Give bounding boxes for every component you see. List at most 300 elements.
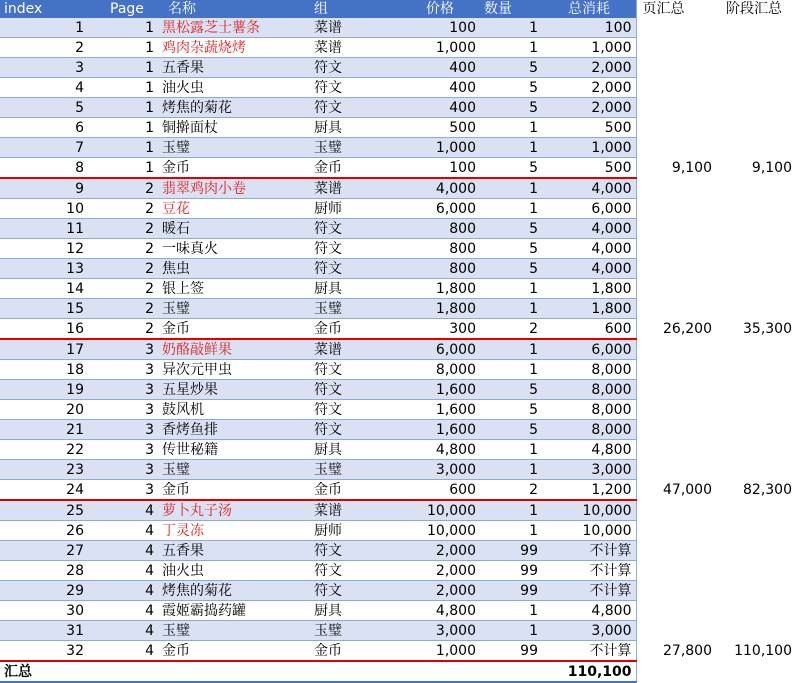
page-cell[interactable]: 1 [88,118,158,138]
page-total-cell[interactable] [636,118,720,138]
price-cell[interactable]: 400 [392,58,480,78]
stage-total-cell[interactable] [720,400,800,420]
summary-label[interactable]: 汇总 [0,661,88,682]
page-total-cell[interactable]: 9,100 [636,158,720,179]
group-cell[interactable]: 符文 [310,380,392,400]
group-cell[interactable]: 玉璧 [310,460,392,480]
page-total-cell[interactable] [636,138,720,158]
page-cell[interactable]: 1 [88,78,158,98]
price-cell[interactable]: 6,000 [392,339,480,360]
stage-total-cell[interactable]: 9,100 [720,158,800,179]
page-total-cell[interactable] [636,259,720,279]
header-page-total[interactable]: 页汇总 [636,0,720,18]
page-total-cell[interactable] [636,460,720,480]
price-cell[interactable]: 2,000 [392,561,480,581]
stage-total-cell[interactable] [720,380,800,400]
price-cell[interactable]: 1,000 [392,138,480,158]
page-cell[interactable]: 4 [88,621,158,641]
page-total-cell[interactable] [636,601,720,621]
qty-cell[interactable]: 5 [480,380,542,400]
group-cell[interactable]: 符文 [310,78,392,98]
name-cell[interactable]: 鼓风机 [158,400,310,420]
header-price[interactable]: 价格 [392,0,480,18]
name-cell[interactable]: 金币 [158,319,310,340]
qty-cell[interactable]: 1 [480,360,542,380]
qty-cell[interactable]: 5 [480,420,542,440]
group-cell[interactable]: 符文 [310,541,392,561]
price-cell[interactable]: 1,600 [392,400,480,420]
header-group[interactable]: 组 [310,0,392,18]
stage-total-cell[interactable]: 82,300 [720,480,800,501]
group-cell[interactable]: 菜谱 [310,339,392,360]
qty-cell[interactable]: 5 [480,158,542,179]
index-cell[interactable]: 29 [0,581,88,601]
index-cell[interactable]: 21 [0,420,88,440]
page-cell[interactable]: 3 [88,480,158,501]
total-cell[interactable]: 1,000 [542,138,636,158]
name-cell[interactable]: 烤焦的菊花 [158,581,310,601]
total-cell[interactable]: 1,800 [542,299,636,319]
price-cell[interactable]: 10,000 [392,521,480,541]
name-cell[interactable]: 五香果 [158,58,310,78]
name-cell[interactable]: 玉璧 [158,299,310,319]
page-cell[interactable]: 2 [88,178,158,199]
stage-total-cell[interactable] [720,118,800,138]
stage-total-cell[interactable] [720,259,800,279]
index-cell[interactable]: 20 [0,400,88,420]
index-cell[interactable]: 19 [0,380,88,400]
stage-total-cell[interactable] [720,18,800,38]
stage-total-cell[interactable] [720,581,800,601]
total-cell[interactable]: 8,000 [542,420,636,440]
summary-empty-cell[interactable] [158,661,310,682]
name-cell[interactable]: 油火虫 [158,561,310,581]
index-cell[interactable]: 24 [0,480,88,501]
qty-cell[interactable]: 1 [480,38,542,58]
index-cell[interactable]: 14 [0,279,88,299]
stage-total-cell[interactable] [720,138,800,158]
group-cell[interactable]: 菜谱 [310,18,392,38]
summary-empty-cell[interactable] [480,661,542,682]
total-cell[interactable]: 8,000 [542,400,636,420]
total-cell[interactable]: 不计算 [542,541,636,561]
total-cell[interactable]: 3,000 [542,460,636,480]
qty-cell[interactable]: 1 [480,339,542,360]
index-cell[interactable]: 18 [0,360,88,380]
page-cell[interactable]: 2 [88,279,158,299]
page-cell[interactable]: 3 [88,460,158,480]
page-total-cell[interactable] [636,621,720,641]
stage-total-cell[interactable] [720,98,800,118]
total-cell[interactable]: 2,000 [542,78,636,98]
header-index[interactable]: index [0,0,88,18]
index-cell[interactable]: 15 [0,299,88,319]
stage-total-cell[interactable] [720,460,800,480]
price-cell[interactable]: 400 [392,98,480,118]
name-cell[interactable]: 五香果 [158,541,310,561]
stage-total-cell[interactable] [720,199,800,219]
index-cell[interactable]: 22 [0,440,88,460]
total-cell[interactable]: 4,000 [542,178,636,199]
stage-total-cell[interactable] [720,621,800,641]
stage-total-cell[interactable] [720,178,800,199]
group-cell[interactable]: 金币 [310,480,392,501]
stage-total-cell[interactable]: 35,300 [720,319,800,340]
qty-cell[interactable]: 1 [480,621,542,641]
price-cell[interactable]: 1,600 [392,380,480,400]
index-cell[interactable]: 1 [0,18,88,38]
total-cell[interactable]: 10,000 [542,521,636,541]
summary-empty-cell[interactable] [88,661,158,682]
name-cell[interactable]: 烤焦的菊花 [158,98,310,118]
stage-total-cell[interactable] [720,360,800,380]
total-cell[interactable]: 2,000 [542,98,636,118]
group-cell[interactable]: 符文 [310,219,392,239]
stage-total-cell[interactable] [720,78,800,98]
name-cell[interactable]: 金币 [158,641,310,662]
total-cell[interactable]: 6,000 [542,339,636,360]
page-total-cell[interactable] [636,581,720,601]
total-cell[interactable]: 不计算 [542,561,636,581]
group-cell[interactable]: 符文 [310,420,392,440]
page-cell[interactable]: 3 [88,440,158,460]
stage-total-cell[interactable] [720,541,800,561]
stage-total-cell[interactable] [720,219,800,239]
qty-cell[interactable]: 1 [480,118,542,138]
total-cell[interactable]: 500 [542,118,636,138]
page-total-cell[interactable] [636,18,720,38]
total-cell[interactable]: 8,000 [542,360,636,380]
group-cell[interactable]: 厨师 [310,199,392,219]
price-cell[interactable]: 800 [392,239,480,259]
page-cell[interactable]: 3 [88,360,158,380]
page-total-cell[interactable] [636,78,720,98]
qty-cell[interactable]: 1 [480,440,542,460]
summary-empty-cell[interactable] [392,661,480,682]
qty-cell[interactable]: 1 [480,199,542,219]
header-name[interactable]: 名称 [158,0,310,18]
page-cell[interactable]: 3 [88,400,158,420]
total-cell[interactable]: 4,000 [542,219,636,239]
name-cell[interactable]: 玉璧 [158,460,310,480]
page-cell[interactable]: 4 [88,561,158,581]
price-cell[interactable]: 2,000 [392,541,480,561]
total-cell[interactable]: 4,800 [542,440,636,460]
page-cell[interactable]: 3 [88,380,158,400]
name-cell[interactable]: 传世秘籍 [158,440,310,460]
summary-total[interactable]: 110,100 [542,661,636,682]
qty-cell[interactable]: 1 [480,279,542,299]
group-cell[interactable]: 厨具 [310,440,392,460]
qty-cell[interactable]: 2 [480,319,542,340]
page-total-cell[interactable] [636,299,720,319]
name-cell[interactable]: 鸡肉杂蔬烧烤 [158,38,310,58]
group-cell[interactable]: 符文 [310,98,392,118]
stage-total-cell[interactable]: 110,100 [720,641,800,662]
group-cell[interactable]: 金币 [310,641,392,662]
page-total-cell[interactable] [636,58,720,78]
index-cell[interactable]: 26 [0,521,88,541]
total-cell[interactable]: 4,800 [542,601,636,621]
name-cell[interactable]: 玉璧 [158,621,310,641]
price-cell[interactable]: 1,000 [392,641,480,662]
name-cell[interactable]: 银上签 [158,279,310,299]
qty-cell[interactable]: 1 [480,500,542,521]
name-cell[interactable]: 焦虫 [158,259,310,279]
qty-cell[interactable]: 1 [480,178,542,199]
page-total-cell[interactable] [636,178,720,199]
qty-cell[interactable]: 5 [480,400,542,420]
price-cell[interactable]: 800 [392,259,480,279]
price-cell[interactable]: 300 [392,319,480,340]
qty-cell[interactable]: 5 [480,58,542,78]
index-cell[interactable]: 4 [0,78,88,98]
page-total-cell[interactable] [636,561,720,581]
group-cell[interactable]: 符文 [310,561,392,581]
price-cell[interactable]: 400 [392,78,480,98]
header-page[interactable]: Page [88,0,158,18]
group-cell[interactable]: 符文 [310,400,392,420]
qty-cell[interactable]: 5 [480,78,542,98]
group-cell[interactable]: 玉璧 [310,299,392,319]
page-total-cell[interactable] [636,521,720,541]
index-cell[interactable]: 8 [0,158,88,179]
total-cell[interactable]: 3,000 [542,621,636,641]
price-cell[interactable]: 2,000 [392,581,480,601]
name-cell[interactable]: 金币 [158,480,310,501]
total-cell[interactable]: 2,000 [542,58,636,78]
total-cell[interactable]: 1,200 [542,480,636,501]
group-cell[interactable]: 金币 [310,319,392,340]
index-cell[interactable]: 30 [0,601,88,621]
stage-total-cell[interactable] [720,601,800,621]
index-cell[interactable]: 2 [0,38,88,58]
index-cell[interactable]: 32 [0,641,88,662]
qty-cell[interactable]: 99 [480,561,542,581]
price-cell[interactable]: 3,000 [392,460,480,480]
stage-total-cell[interactable] [720,299,800,319]
page-cell[interactable]: 2 [88,239,158,259]
group-cell[interactable]: 厨具 [310,601,392,621]
index-cell[interactable]: 16 [0,319,88,340]
group-cell[interactable]: 符文 [310,239,392,259]
stage-total-cell[interactable] [720,38,800,58]
header-stage-total[interactable]: 阶段汇总 [720,0,800,18]
qty-cell[interactable]: 1 [480,521,542,541]
index-cell[interactable]: 9 [0,178,88,199]
name-cell[interactable]: 奶酪敲鲜果 [158,339,310,360]
page-cell[interactable]: 4 [88,581,158,601]
page-total-cell[interactable] [636,279,720,299]
summary-empty-cell[interactable] [310,661,392,682]
page-total-cell[interactable] [636,339,720,360]
qty-cell[interactable]: 1 [480,299,542,319]
summary-empty-cell[interactable] [636,661,720,682]
qty-cell[interactable]: 5 [480,98,542,118]
qty-cell[interactable]: 2 [480,480,542,501]
page-total-cell[interactable]: 26,200 [636,319,720,340]
price-cell[interactable]: 8,000 [392,360,480,380]
group-cell[interactable]: 符文 [310,581,392,601]
index-cell[interactable]: 17 [0,339,88,360]
price-cell[interactable]: 800 [392,219,480,239]
name-cell[interactable]: 豆花 [158,199,310,219]
page-cell[interactable]: 4 [88,541,158,561]
name-cell[interactable]: 异次元甲虫 [158,360,310,380]
group-cell[interactable]: 符文 [310,58,392,78]
stage-total-cell[interactable] [720,500,800,521]
total-cell[interactable]: 4,000 [542,259,636,279]
qty-cell[interactable]: 99 [480,581,542,601]
qty-cell[interactable]: 5 [480,219,542,239]
qty-cell[interactable]: 1 [480,138,542,158]
group-cell[interactable]: 菜谱 [310,38,392,58]
total-cell[interactable]: 1,800 [542,279,636,299]
group-cell[interactable]: 符文 [310,360,392,380]
page-cell[interactable]: 4 [88,641,158,662]
page-total-cell[interactable] [636,199,720,219]
total-cell[interactable]: 10,000 [542,500,636,521]
qty-cell[interactable]: 99 [480,541,542,561]
price-cell[interactable]: 3,000 [392,621,480,641]
index-cell[interactable]: 23 [0,460,88,480]
price-cell[interactable]: 1,600 [392,420,480,440]
total-cell[interactable]: 6,000 [542,199,636,219]
price-cell[interactable]: 4,800 [392,601,480,621]
price-cell[interactable]: 4,000 [392,178,480,199]
page-total-cell[interactable]: 27,800 [636,641,720,662]
page-cell[interactable]: 2 [88,319,158,340]
qty-cell[interactable]: 99 [480,641,542,662]
page-cell[interactable]: 2 [88,259,158,279]
page-total-cell[interactable]: 47,000 [636,480,720,501]
qty-cell[interactable]: 1 [480,601,542,621]
group-cell[interactable]: 厨具 [310,279,392,299]
header-qty[interactable]: 数量 [480,0,542,18]
total-cell[interactable]: 100 [542,18,636,38]
qty-cell[interactable]: 5 [480,239,542,259]
price-cell[interactable]: 4,800 [392,440,480,460]
group-cell[interactable]: 菜谱 [310,178,392,199]
stage-total-cell[interactable] [720,279,800,299]
page-cell[interactable]: 4 [88,601,158,621]
stage-total-cell[interactable] [720,58,800,78]
index-cell[interactable]: 7 [0,138,88,158]
index-cell[interactable]: 31 [0,621,88,641]
price-cell[interactable]: 6,000 [392,199,480,219]
page-cell[interactable]: 3 [88,420,158,440]
page-cell[interactable]: 1 [88,158,158,179]
total-cell[interactable]: 500 [542,158,636,179]
name-cell[interactable]: 萝卜丸子汤 [158,500,310,521]
group-cell[interactable]: 符文 [310,259,392,279]
name-cell[interactable]: 黑松露芝士薯条 [158,18,310,38]
page-cell[interactable]: 1 [88,18,158,38]
price-cell[interactable]: 1,800 [392,279,480,299]
summary-empty-cell[interactable] [720,661,800,682]
name-cell[interactable]: 翡翠鸡肉小卷 [158,178,310,199]
page-total-cell[interactable] [636,219,720,239]
stage-total-cell[interactable] [720,420,800,440]
page-total-cell[interactable] [636,239,720,259]
price-cell[interactable]: 10,000 [392,500,480,521]
total-cell[interactable]: 600 [542,319,636,340]
index-cell[interactable]: 10 [0,199,88,219]
group-cell[interactable]: 厨具 [310,118,392,138]
name-cell[interactable]: 香烤鱼排 [158,420,310,440]
total-cell[interactable]: 不计算 [542,641,636,662]
index-cell[interactable]: 25 [0,500,88,521]
name-cell[interactable]: 金币 [158,158,310,179]
group-cell[interactable]: 厨师 [310,521,392,541]
price-cell[interactable]: 600 [392,480,480,501]
name-cell[interactable]: 铜擀面杖 [158,118,310,138]
stage-total-cell[interactable] [720,521,800,541]
name-cell[interactable]: 霞姬霸捣药罐 [158,601,310,621]
stage-total-cell[interactable] [720,339,800,360]
page-total-cell[interactable] [636,541,720,561]
group-cell[interactable]: 菜谱 [310,500,392,521]
name-cell[interactable]: 油火虫 [158,78,310,98]
name-cell[interactable]: 五星炒果 [158,380,310,400]
group-cell[interactable]: 玉璧 [310,621,392,641]
qty-cell[interactable]: 5 [480,259,542,279]
total-cell[interactable]: 1,000 [542,38,636,58]
page-total-cell[interactable] [636,380,720,400]
price-cell[interactable]: 100 [392,158,480,179]
stage-total-cell[interactable] [720,440,800,460]
name-cell[interactable]: 玉璧 [158,138,310,158]
page-cell[interactable]: 4 [88,500,158,521]
page-cell[interactable]: 1 [88,98,158,118]
page-cell[interactable]: 2 [88,199,158,219]
name-cell[interactable]: 暖石 [158,219,310,239]
page-total-cell[interactable] [636,440,720,460]
index-cell[interactable]: 28 [0,561,88,581]
page-cell[interactable]: 4 [88,521,158,541]
index-cell[interactable]: 5 [0,98,88,118]
price-cell[interactable]: 1,800 [392,299,480,319]
group-cell[interactable]: 玉璧 [310,138,392,158]
stage-total-cell[interactable] [720,561,800,581]
header-total[interactable]: 总消耗 [542,0,636,18]
group-cell[interactable]: 金币 [310,158,392,179]
page-cell[interactable]: 2 [88,219,158,239]
qty-cell[interactable]: 1 [480,18,542,38]
index-cell[interactable]: 27 [0,541,88,561]
name-cell[interactable]: 一味真火 [158,239,310,259]
index-cell[interactable]: 12 [0,239,88,259]
price-cell[interactable]: 500 [392,118,480,138]
price-cell[interactable]: 100 [392,18,480,38]
page-total-cell[interactable] [636,400,720,420]
page-total-cell[interactable] [636,500,720,521]
page-total-cell[interactable] [636,38,720,58]
name-cell[interactable]: 丁灵冻 [158,521,310,541]
page-cell[interactable]: 1 [88,58,158,78]
index-cell[interactable]: 13 [0,259,88,279]
page-total-cell[interactable] [636,420,720,440]
qty-cell[interactable]: 1 [480,460,542,480]
page-total-cell[interactable] [636,360,720,380]
page-cell[interactable]: 1 [88,38,158,58]
stage-total-cell[interactable] [720,239,800,259]
page-cell[interactable]: 3 [88,339,158,360]
page-cell[interactable]: 2 [88,299,158,319]
index-cell[interactable]: 11 [0,219,88,239]
index-cell[interactable]: 6 [0,118,88,138]
index-cell[interactable]: 3 [0,58,88,78]
